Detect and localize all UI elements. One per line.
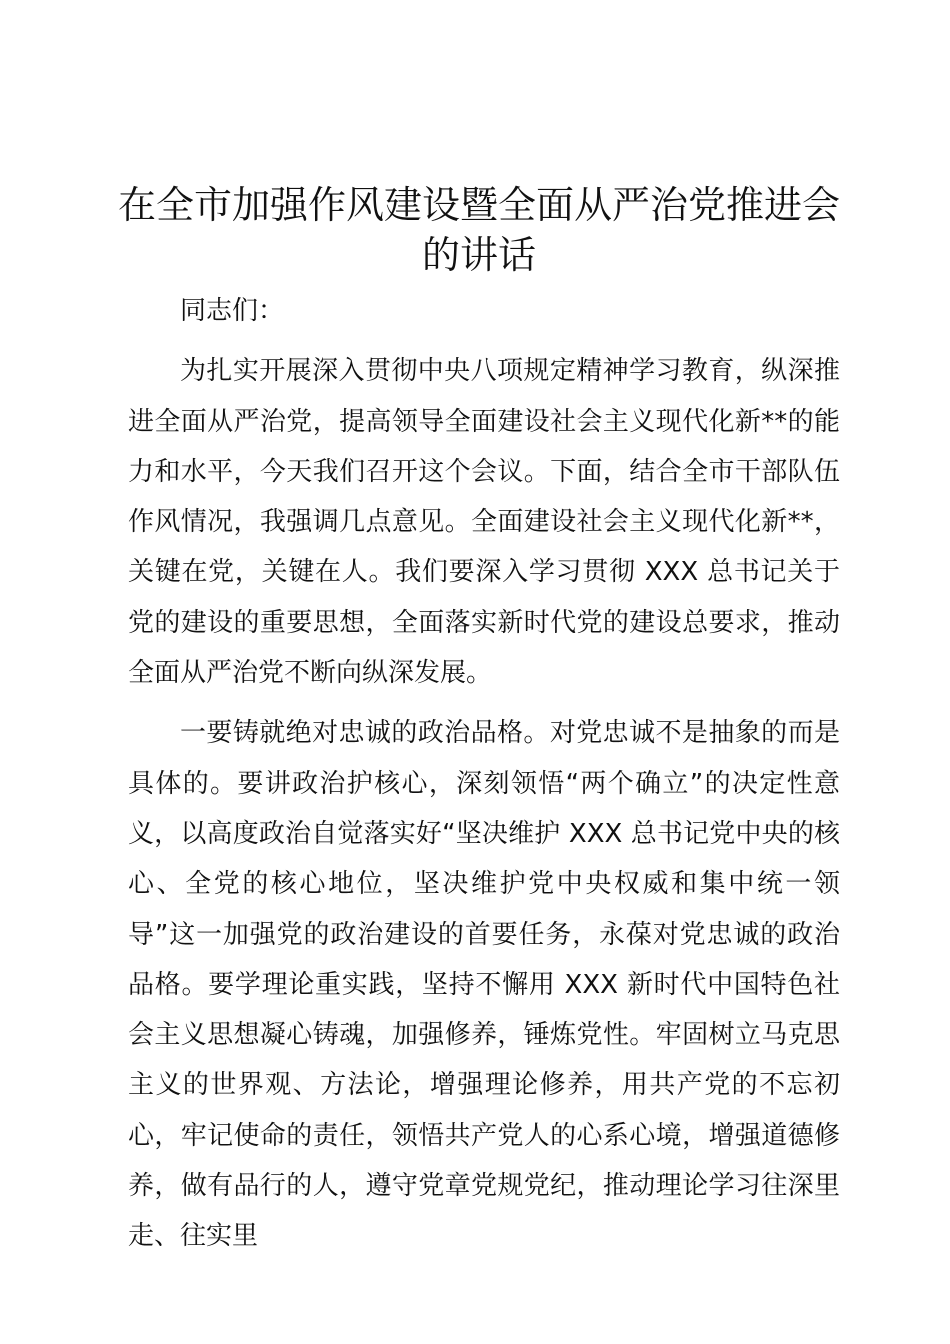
paragraph-1: 为扎实开展深入贯彻中央八项规定精神学习教育，纵深推进全面从严治党，提高领导全面建设社会主义现代化新**的能力和水平，今天我们召开这个会议。下面，结合全市干部队伍作风情况，我强调几点意见。全面建设社会主义现代化新**，关键在党，关键在人。我们要深入学习贯彻 XXX 总书记关于党的建设的重要思想，全面落实新时代党的建设总要求，推动全面从严治党不断向纵深发展。 xyxy=(128,356,840,689)
salutation: 同志们： xyxy=(180,296,285,326)
document-body xyxy=(128,286,840,1262)
paragraph-2: 一要铸就绝对忠诚的政治品格。对党忠诚不是抽象的而是具体的。要讲政治护核心，深刻领悟“两个确立”的决定性意义，以高度政治自觉落实好“坚决维护 XXX 总书记党中央的核心、全党的核心地位，坚决维护党中央权威和集中统一领导”这一加强党的政治建设的首要任务，永葆对党忠诚的政治品格。要学理论重实践，坚持不懈用 XXX 新时代中国特色社会主义思想凝心铸魂，加强修养，锤炼党性。牢固树立马克思主义的世界观、方法论，增强理论修养，用共产党的不忘初心，牢记使命的责任，领悟共产党人的心系心境，增强道德修养，做有品行的人，遵守党章党规党纪，推动理论学习往深里走、往实里 xyxy=(128,718,840,1252)
document-title: 在全市加强作风建设暨全面从严治党推进会的讲话 xyxy=(118,183,841,277)
